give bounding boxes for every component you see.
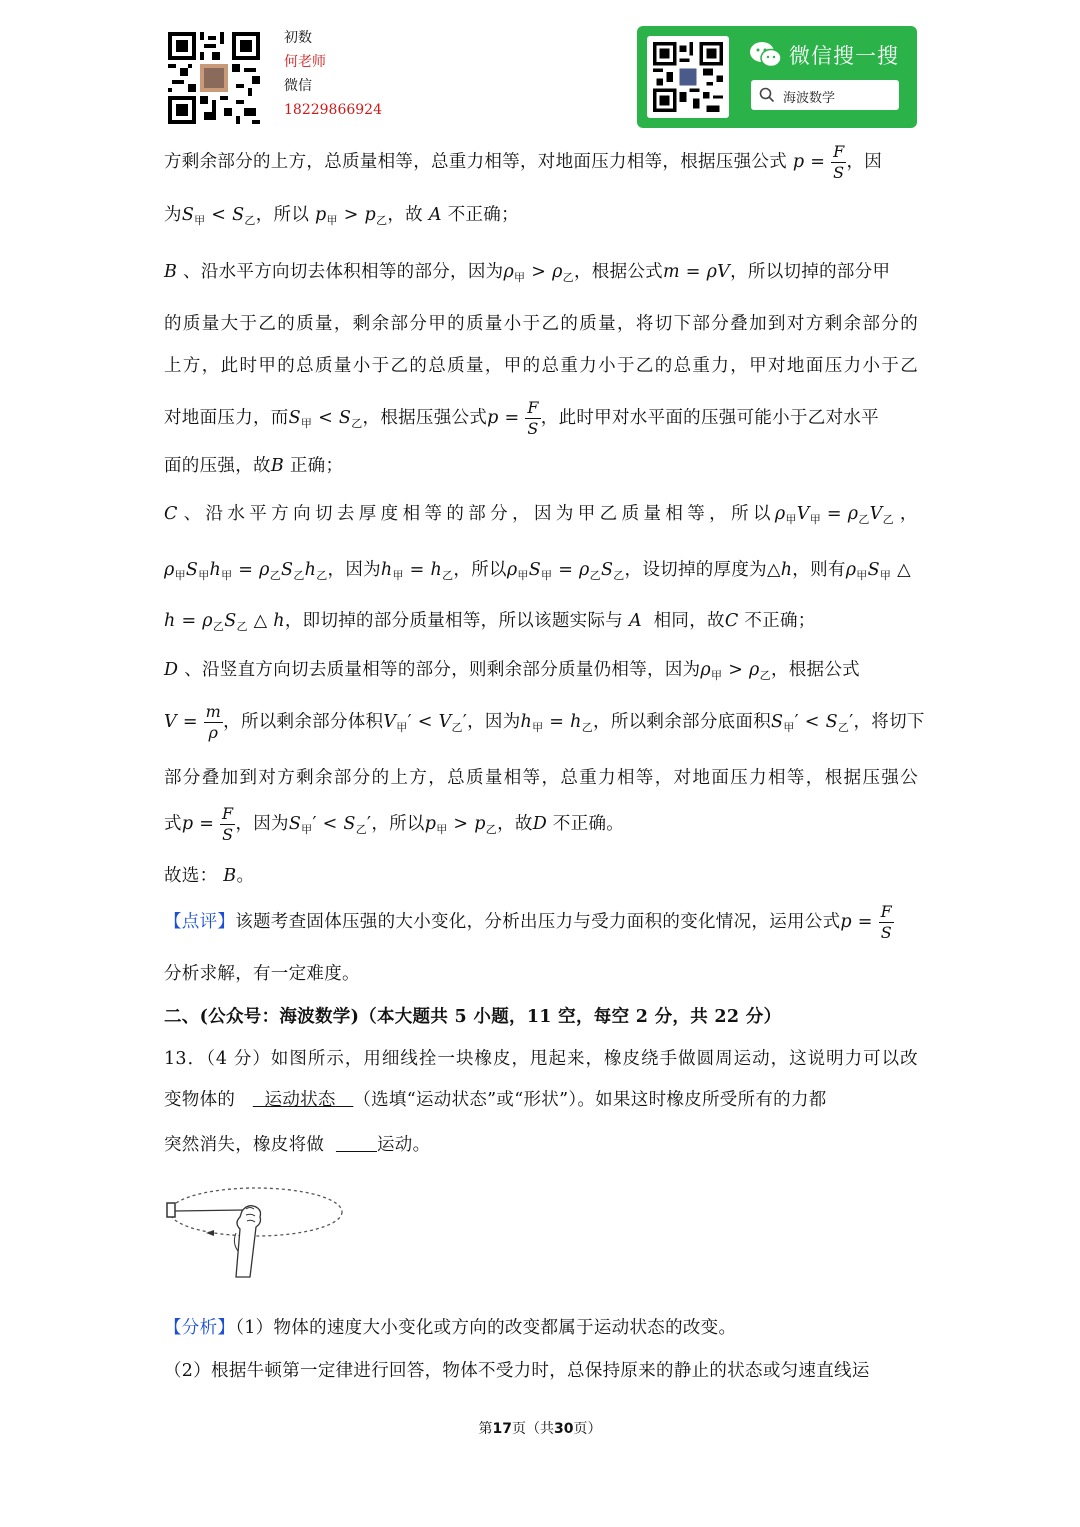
text-line: V = $\frac{m}{\rho}$ ，所以剩余部分体积$V_甲' < V_乙'$，因为$h_甲 = h_乙$，所以剩余部分底面积$S_甲' < S_乙'$，将切下 [164,702,925,742]
total-pages: 30 [554,1421,574,1437]
text-line: 式p = $\frac{F}{S}$ ，因为$S_甲' < S_乙'$，所以$p_甲 > p_乙$，故D 不正确。 [164,804,625,844]
text-line [164,1314,736,1339]
wechat-search-box[interactable] [751,80,899,110]
text-line [164,1086,827,1111]
text-span: ，根据公式 [573,262,663,282]
page-footer [0,1418,1080,1438]
text-span: ，根据压强公式 [362,408,488,428]
text-line: 的质量大于乙的质量，剩余部分甲的质量小于乙的质量，将切下部分叠加到对方剩余部分的 [164,314,918,334]
empty-blank [336,1135,377,1155]
text-span: 突然消失，橡皮将做 [164,1135,325,1155]
answer-blank [253,1090,354,1110]
text-line: 对地面压力，而$S_甲 < S_乙$，根据压强公式p = $\frac{F}{S}$ ，此时甲对水平面的压强可能小于乙对水平 [164,398,879,438]
text-span: ，所以 [453,560,507,580]
footer-text: 页） [573,1421,602,1437]
text-line: 分析求解，有一定难度。 [164,964,360,984]
text-span: 式 [164,814,182,834]
formula-fraction: $\frac{F}{S}$ [880,902,893,942]
header-teacher-name: 何老师 [284,54,326,70]
text-line [164,1131,430,1156]
text-span: 。 [236,866,255,886]
text-span: ，即切掉的部分质量相等，所以该题实际与 [284,611,624,631]
text-span: 故选： [164,866,218,886]
text-span: ，因为 [467,712,521,732]
text-span: ，故 [497,814,533,834]
text-span: ，所以 [371,814,425,834]
text-span: 为 [164,205,182,225]
text-span: 该题考查固体压强的大小变化，分析出压力与受力面积的变化情况，运用公式 [235,912,841,932]
text-line: C 、沿水平方向切去厚度相等的部分，因为甲乙质量相等，所以$\rho_甲V_甲 = \rho_乙V_乙$ ， [164,504,918,526]
text-span: ，所以剩余部分体积 [223,712,384,732]
qr-code-icon [168,32,260,124]
text-line: 方剩余部分的上方，总质量相等，总重力相等，对地面压力相等，根据压强公式 p = $\frac{F}{S}$ ，因 [164,142,883,182]
text-span: ，因为 [327,560,381,580]
wechat-title: 微信搜一搜 [789,44,899,68]
text-span: 相同，故 [653,611,725,631]
text-span: ，因为 [235,814,289,834]
text-span: 、沿竖直方向切去质量相等的部分，则剩余部分质量仍相等，因为 [184,660,701,680]
wechat-search-card[interactable] [637,26,917,128]
text-span: ，所以 [255,205,310,225]
text-span: ，所以剩余部分底面积 [593,712,772,732]
question-13-text: 13．（4 分）如图所示，用细线拴一块橡皮，甩起来，橡皮绕手做圆周运动，这说明力可以改 [164,1049,918,1069]
text-line: B 、沿水平方向切去体积相等的部分，因为$\rho_甲 > \rho_乙$，根据公式m = ρV，所以切掉的部分甲 [164,262,891,284]
text-span: 变物体的 [164,1090,236,1110]
text-span: 面的压强，故 [164,456,271,476]
text-span: （1）物体的速度大小变化或方向的改变都属于运动状态的改变。 [235,1318,737,1338]
header-phone: 18229866924 [284,102,382,118]
text-span: 对地面压力，而 [164,408,289,428]
text-span: 不正确； [447,205,519,225]
text-span: 不正确； [744,611,816,631]
eraser-circular-motion-figure [164,1175,349,1290]
text-line: 为$S_甲 < S_乙$，所以 $p_甲 > p_乙$，故 A 不正确； [164,205,519,227]
formula-fraction: $\frac{F}{S}$ [527,398,539,438]
page-number: 17 [492,1421,512,1437]
wechat-search-text: 海波数学 [783,91,836,106]
text-span: （选填“运动状态”或“形状”）。如果这时橡皮所受所有的力都 [353,1090,827,1110]
search-icon [759,87,775,103]
text-span: 、沿水平方向切去厚度相等的部分，因为甲乙质量相等，所以 [183,504,775,524]
text-line: 上方，此时甲的总质量小于乙的总质量，甲的总重力小于乙的总重力，甲对地面压力小于乙 [164,356,918,376]
section-heading: 二、(公众号：海波数学)（本大题共 5 小题，11 空，每空 2 分，共 22 分） [164,1007,782,1027]
wechat-qr-code [647,36,729,118]
text-line: （2）根据牛顿第一定律进行回答，物体不受力时，总保持原来的静止的状态或匀速直线运 [164,1361,870,1381]
text-line: $\rho_甲S_甲h_甲 = \rho_乙S_乙h_乙$，因为$h_甲 = h_乙$，所以$\rho_甲S_甲 = \rho_乙S_乙$，设切掉的厚度为△h，则有$\rho_甲S_甲$ △ [164,560,911,582]
text-span: ，故 [387,205,423,225]
header-line-1: 初数 [284,30,312,46]
footer-text: 页（共 [512,1421,554,1437]
comment-tag: 【点评】 [164,912,236,932]
analysis-tag: 【分析】 [164,1318,236,1338]
header-contact [284,26,382,122]
wechat-logo-icon [749,40,783,70]
text-span: 、沿水平方向切去体积相等的部分，因为 [183,262,504,282]
text-line: $h = \rho_乙S_乙$ △ h，即切掉的部分质量相等，所以该题实际与 A 相同，故C 不正确； [164,611,816,633]
text-line: 部分叠加到对方剩余部分的上方，总质量相等，总重力相等，对地面压力相等，根据压强公 [164,768,918,788]
header-line-3: 微信 [284,78,312,94]
footer-text: 第 [478,1421,493,1437]
text-span: ，则有 [792,560,846,580]
text-line [164,862,254,887]
formula-fraction: $\frac{m}{\rho}$ [205,702,222,742]
text-span: 方剩余部分的上方，总质量相等，总重力相等，对地面压力相等，根据压强公式 [164,152,787,172]
text-span: ，将切下 [853,712,925,732]
text-span: ， [899,504,918,524]
text-span: ，所以切掉的部分甲 [730,262,891,282]
text-span: ，因 [846,152,883,172]
formula-fraction: $\frac{F}{S}$ [222,804,234,844]
answer-blank-text: 运动状态 [264,1090,336,1110]
text-span: ，根据公式 [770,660,860,680]
text-line: D 、沿竖直方向切去质量相等的部分，则剩余部分质量仍相等，因为$\rho_甲 > \rho_乙$，根据公式 [164,660,860,682]
text-span: 运动。 [376,1135,431,1155]
qr-code-icon [653,42,723,112]
text-line: 面的压强，故B 正确； [164,456,344,476]
text-line: 【点评】该题考查固体压强的大小变化，分析出压力与受力面积的变化情况，运用公式p = $\frac{F}{S}$ [164,902,893,942]
formula-fraction: $\frac{F}{S}$ [833,142,845,182]
text-span: ，设切掉的厚度为△ [624,560,781,580]
text-span: 正确； [289,456,344,476]
text-span: ，此时甲对水平面的压强可能小于乙对水平 [540,408,879,428]
text-span: 不正确。 [552,814,625,834]
answer-letter: B [223,866,237,886]
